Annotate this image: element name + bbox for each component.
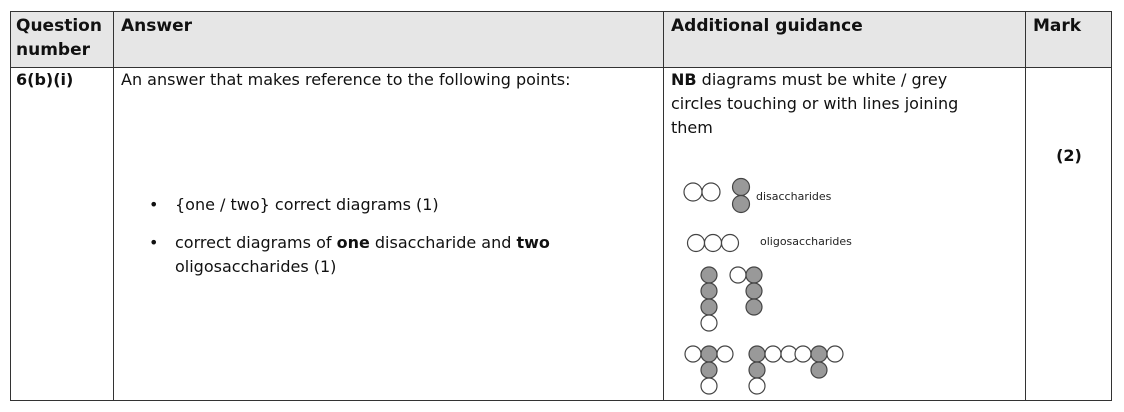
answer-points bbox=[149, 193, 639, 279]
point-bold-text: one bbox=[336, 233, 370, 252]
point-text: disaccharide and bbox=[369, 233, 517, 252]
answer-point bbox=[149, 231, 639, 279]
point-text: correct diagrams of bbox=[175, 233, 337, 252]
oligosaccharides-label: oligosaccharides bbox=[760, 235, 852, 248]
mark-scheme-table bbox=[10, 11, 1112, 401]
header-answer: Answer bbox=[121, 16, 192, 36]
column-divider bbox=[113, 12, 114, 400]
disaccharides-label: disaccharides bbox=[756, 190, 832, 203]
oligosaccharide-t-diagram-3 bbox=[795, 346, 843, 378]
answer-point bbox=[149, 193, 639, 217]
disaccharide-horizontal-diagram bbox=[684, 183, 720, 201]
oligosaccharide-branched-diagram bbox=[730, 267, 762, 315]
answer-intro: An answer that makes reference to the following points: bbox=[121, 70, 571, 89]
oligosaccharide-t-diagram-2 bbox=[749, 346, 797, 394]
oligosaccharide-chain-diagram bbox=[688, 235, 739, 252]
header-question-number: Question number bbox=[16, 16, 102, 60]
column-divider bbox=[663, 12, 664, 400]
header-mark: Mark bbox=[1033, 16, 1082, 36]
point-text: oligosaccharides (1) bbox=[175, 257, 337, 276]
disaccharide-vertical-diagram bbox=[733, 179, 750, 213]
guidance-text: diagrams must be white / grey circles touching or with lines joining them bbox=[671, 70, 959, 137]
point-text: {one / two} correct diagrams (1) bbox=[175, 195, 439, 214]
guidance-nb: NB bbox=[671, 70, 697, 89]
column-divider bbox=[1025, 12, 1026, 400]
header-additional-guidance: Additional guidance bbox=[671, 16, 863, 36]
oligosaccharide-t-diagram-1 bbox=[685, 346, 733, 394]
mark-value: (2) bbox=[1056, 146, 1082, 165]
oligosaccharide-vertical-diagram bbox=[701, 267, 717, 331]
saccharide-diagrams bbox=[671, 172, 871, 397]
point-bold-text: two bbox=[516, 233, 550, 252]
question-number: 6(b)(i) bbox=[16, 70, 74, 89]
guidance-note bbox=[671, 68, 991, 140]
